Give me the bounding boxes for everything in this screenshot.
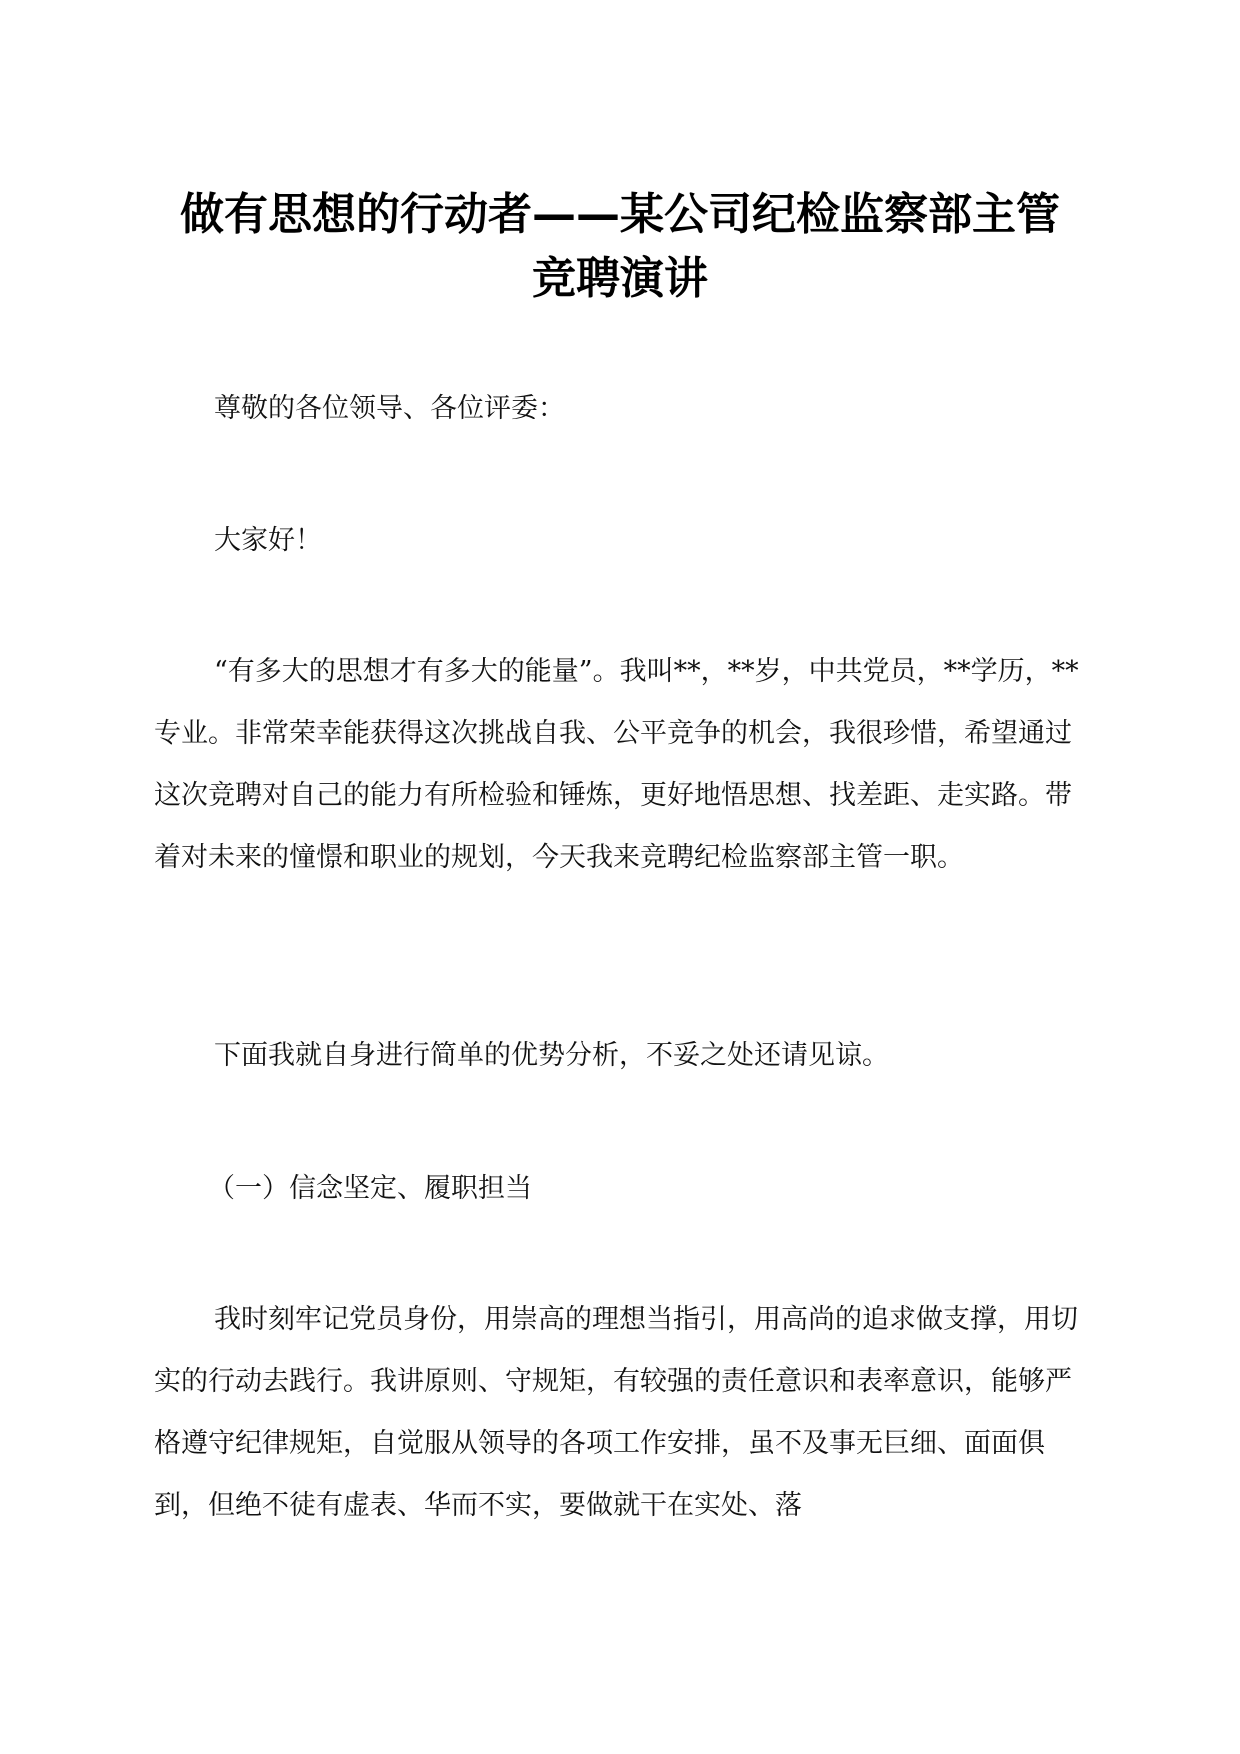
- section-body-paragraph: 我时刻牢记党员身份，用崇高的理想当指引，用高尚的追求做支撑，用切实的行动去践行。我讲原则、守规矩，有较强的责任意识和表率意识，能够严格遵守纪律规矩，自觉服从领导的各项工作安排，虽不及事无巨细、面面俱到，但绝不徒有虚表、华而不实，要做就干在实处、落: [154, 1304, 1078, 1521]
- intro-paragraph: “有多大的思想才有多大的能量”。我叫**，**岁，中共党员，**学历，**专业。非常荣幸能获得这次挑战自我、公平竞争的机会，我很珍惜，希望通过这次竞聘对自己的能力有所检验和锤炼，更好地悟思想、找差距、走实路。带着对未来的憧憬和职业的规划，今天我来竞聘纪检监察部主管一职。: [154, 656, 1079, 873]
- document-title-line-1: 做有思想的行动者——某公司纪检监察部主管: [180, 189, 1060, 240]
- analysis-paragraph: 下面我就自身进行简单的优势分析，不妥之处还请见谅。: [214, 1040, 889, 1071]
- greeting-paragraph: 尊敬的各位领导、各位评委：: [214, 393, 565, 424]
- section-heading: （一）信念坚定、履职担当: [208, 1173, 532, 1204]
- document-title-line-2: 竞聘演讲: [532, 253, 708, 304]
- hello-paragraph: 大家好！: [214, 525, 322, 556]
